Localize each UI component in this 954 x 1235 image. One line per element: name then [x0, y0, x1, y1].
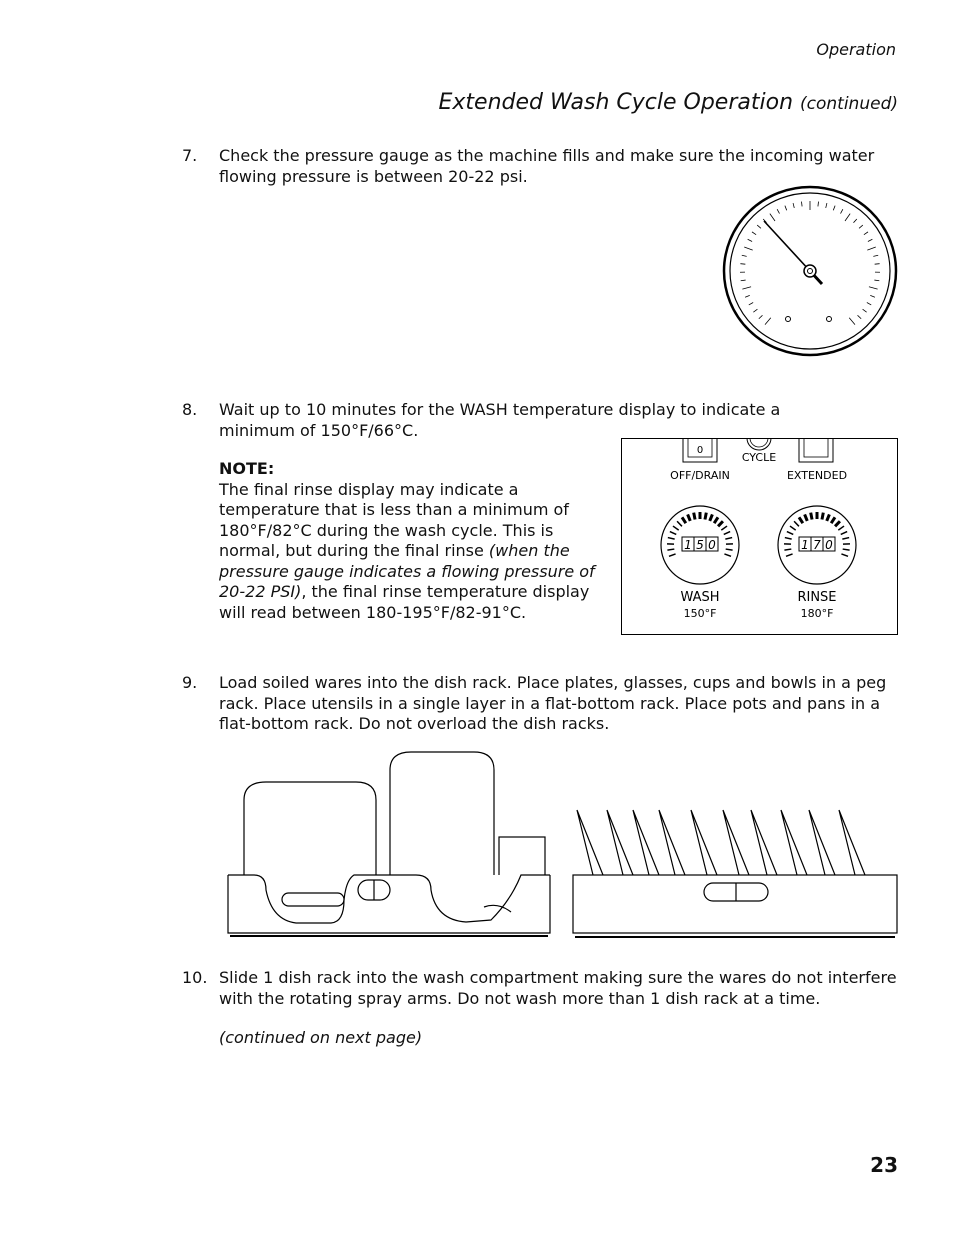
page-number: 23 [870, 1153, 898, 1177]
gauge-tick [833, 206, 835, 211]
dial-tick [670, 532, 676, 535]
step-text: Check the pressure gauge as the machine fills and make sure the incoming water flowing pressure is between 20-22 psi. [219, 146, 875, 186]
control-panel-illustration [621, 438, 899, 636]
rack-peg [809, 810, 835, 875]
page-title-main: Extended Wash Cycle Operation [438, 90, 794, 115]
pressure-gauge-illustration [722, 185, 900, 357]
dial-tick [822, 513, 823, 520]
page-title [439, 90, 899, 115]
wash-digit: 5 [696, 538, 704, 552]
gauge-tick [745, 295, 750, 297]
gauge-tick [742, 287, 751, 289]
gauge-tick [793, 203, 794, 208]
dial-tick [842, 538, 849, 540]
dial-tick [811, 513, 812, 520]
rack-peg [633, 810, 659, 875]
off-switch-glyph: 0 [696, 445, 704, 456]
extended-label: EXTENDED [786, 469, 848, 482]
note-text: The final rinse display may indicate a temperature that is less than a minimum of 180°F/82°C during the wash cycle. This is normal, but during the final rinse [219, 479, 569, 560]
rack-peg [691, 810, 717, 875]
rack-peg [723, 810, 749, 875]
note-block [219, 459, 604, 623]
gauge-tick [744, 247, 752, 250]
dial-tick [785, 538, 792, 540]
wash-temperature-display [661, 506, 739, 584]
gauge-tick [859, 225, 863, 228]
dial-tick [725, 538, 732, 540]
page-title-suffix: (continued) [800, 94, 898, 114]
dial-tick [714, 517, 718, 523]
gauge-tick [777, 209, 779, 213]
wash-temp: 150°F [683, 607, 717, 620]
gauge-tick [759, 315, 763, 318]
gauge-tick [826, 203, 827, 208]
gauge-tick [867, 247, 875, 250]
rinse-label: RINSE [797, 590, 837, 605]
section-label: Operation [816, 40, 896, 59]
gauge-tick [863, 309, 867, 312]
gauge-tick [742, 255, 747, 256]
rinse-temperature-display [778, 506, 856, 584]
continued-note: (continued on next page) [219, 1028, 423, 1047]
dial-tick [673, 526, 679, 530]
peg-rack-illustration [571, 800, 899, 940]
gauge-tick [818, 202, 819, 207]
rack-peg [577, 810, 603, 875]
wash-digit: 0 [708, 538, 716, 552]
dial-tick [705, 513, 706, 520]
step-number: 10. [182, 968, 208, 987]
gauge-tick [757, 225, 761, 228]
rinse-digit: 0 [825, 538, 833, 552]
dial-tick [682, 517, 686, 523]
gauge-tick [867, 303, 871, 305]
rinse-temp: 180°F [800, 607, 834, 620]
gauge-tick [858, 315, 862, 318]
dial-tick [688, 514, 691, 520]
dial-tick [790, 526, 796, 530]
dial-tick [710, 514, 713, 520]
gauge-tick [868, 239, 872, 241]
gauge-tick [870, 295, 875, 297]
dial-tick [786, 554, 793, 556]
rack-peg [659, 810, 685, 875]
dial-tick [843, 549, 850, 550]
step-text: Slide 1 dish rack into the wash compartment making sure the wares do not interfere with the rotating spray arms. Do not wash more than 1 dish rack at a time. [219, 968, 897, 1008]
gauge-tick [869, 287, 878, 289]
gauge-tick [741, 280, 746, 281]
dial-tick [718, 521, 723, 526]
dial-tick [784, 549, 791, 550]
step-number: 9. [182, 673, 198, 692]
rack-peg [751, 810, 777, 875]
gauge-tick [752, 232, 756, 235]
dial-tick [805, 514, 808, 520]
gauge-tick [873, 255, 878, 256]
cycle-button [747, 438, 771, 450]
dial-tick [668, 538, 675, 540]
step-number: 8. [182, 400, 198, 419]
cycle-label: CYCLE [741, 451, 777, 464]
gauge-tick [785, 206, 787, 211]
gauge-tick [874, 280, 879, 281]
note-text-end: , the final rinse temperature display will read between 180-195°F/82-91°C. [219, 582, 590, 622]
rinse-digit: 1 [801, 538, 809, 552]
rack-peg [607, 810, 633, 875]
gauge-tick [875, 264, 880, 265]
rack-peg [839, 810, 865, 875]
gauge-tick [801, 202, 802, 207]
gauge-tick [853, 219, 856, 223]
rinse-digit: 7 [813, 538, 821, 552]
gauge-tick [864, 232, 868, 235]
flat-bottom-rack-illustration [226, 750, 554, 940]
dial-tick [841, 532, 847, 535]
dial-tick [721, 526, 727, 530]
note-title: NOTE: [219, 459, 275, 478]
step-text: Wait up to 10 minutes for the WASH temperature display to indicate a minimum of 150°F/66°C. [219, 400, 781, 440]
dial-tick [841, 554, 848, 556]
gauge-tick [770, 214, 775, 221]
step-text: Load soiled wares into the dish rack. Place plates, glasses, cups and bowls in a peg rack. Place utensils in a single layer in a flat-bottom rack. Place pots and pans in a flat-bottom rack. Do not overload the dish racks. [219, 673, 887, 733]
dial-tick [724, 554, 731, 556]
dial-tick [838, 526, 844, 530]
dial-tick [794, 521, 799, 526]
dial-tick [677, 521, 682, 526]
gauge-tick [748, 239, 752, 241]
dial-tick [669, 554, 676, 556]
step-number: 7. [182, 146, 198, 165]
off-drain-label: OFF/DRAIN [670, 469, 730, 482]
dial-tick [724, 532, 730, 535]
rack-peg [781, 810, 807, 875]
dial-tick [667, 549, 674, 550]
gauge-tick [749, 303, 753, 305]
gauge-tick [845, 214, 850, 221]
gauge-tick [753, 309, 757, 312]
gauge-tick [849, 318, 855, 325]
note-text-italic: (when the pressure gauge indicates a flowing pressure of 20-22 PSI) [219, 541, 595, 601]
gauge-tick [740, 264, 745, 265]
dial-tick [799, 517, 803, 523]
wash-digit: 1 [684, 538, 692, 552]
dial-tick [694, 513, 695, 520]
dial-tick [787, 532, 793, 535]
wash-label: WASH [680, 590, 720, 605]
dial-tick [726, 549, 733, 550]
dial-tick [835, 521, 840, 526]
gauge-tick [765, 318, 771, 325]
dial-tick [827, 514, 830, 520]
dial-tick [831, 517, 835, 523]
gauge-tick [841, 209, 843, 213]
